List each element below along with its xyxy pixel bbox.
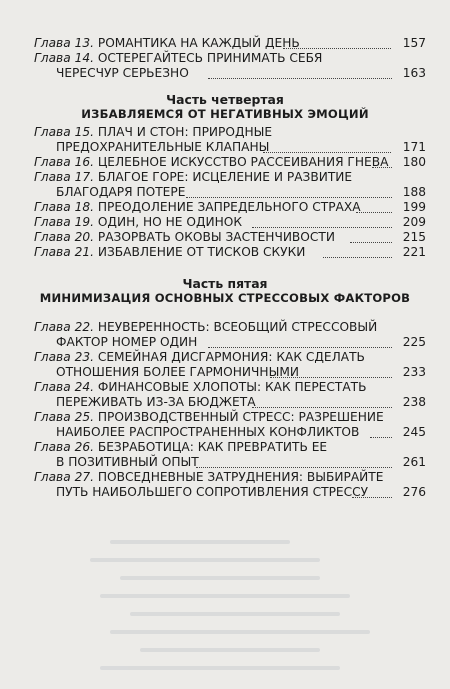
page-number: 238 <box>402 395 426 409</box>
chapter-title-continued: НАИБОЛЕЕ РАСПРОСТРАНЕННЫХ КОНФЛИКТОВ <box>56 425 360 439</box>
dot-leader <box>350 242 392 243</box>
chapter-title: ПРОИЗВОДСТВЕННЫЙ СТРЕСС: РАЗРЕШЕНИЕ <box>97 410 384 424</box>
chapter-number: Глава 15. <box>34 125 94 139</box>
chapter-title-continued: ЧЕРЕСЧУР СЕРЬЕЗНО <box>56 66 189 80</box>
chapter-number: Глава 13. <box>34 36 94 50</box>
chapter-title-continued: В ПОЗИТИВНЫЙ ОПЫТ <box>56 455 199 469</box>
chapter-number: Глава 24. <box>34 380 94 394</box>
toc-entry-13 <box>34 36 300 51</box>
page-number: 157 <box>402 36 426 50</box>
chapter-title: БЕЗРАБОТИЦА: КАК ПРЕВРАТИТЬ ЕЕ <box>97 440 328 454</box>
page-number: 209 <box>402 215 426 229</box>
page-number: 276 <box>402 485 426 499</box>
chapter-title-continued: ФАКТОР НОМЕР ОДИН <box>56 335 198 349</box>
dot-leader <box>372 167 392 168</box>
chapter-number: Глава 18. <box>34 200 94 214</box>
bleed-through-texture <box>0 510 450 689</box>
chapter-number: Глава 22. <box>34 320 94 334</box>
chapter-number: Глава 25. <box>34 410 94 424</box>
dot-leader <box>352 497 392 498</box>
toc-entry-16 <box>34 155 388 170</box>
page-number: 163 <box>402 66 426 80</box>
chapter-number: Глава 27. <box>34 470 94 484</box>
toc-entry-18 <box>34 200 361 215</box>
chapter-title-continued: ПРЕДОХРАНИТЕЛЬНЫЕ КЛАПАНЫ <box>56 140 270 154</box>
page-number: 188 <box>402 185 426 199</box>
part-four-title: Часть четвертая <box>166 92 284 107</box>
dot-leader <box>370 437 392 438</box>
page-number: 233 <box>402 365 426 379</box>
dot-leader <box>270 377 392 378</box>
dot-leader <box>263 152 391 153</box>
dot-leader <box>186 197 392 198</box>
page-number: 261 <box>402 455 426 469</box>
chapter-title: ПОВСЕДНЕВНЫЕ ЗАТРУДНЕНИЯ: ВЫБИРАЙТЕ <box>97 470 384 484</box>
toc-entry-27 <box>34 470 383 485</box>
page-number: 171 <box>402 140 426 154</box>
page-number: 221 <box>402 245 426 259</box>
page-number: 199 <box>402 200 426 214</box>
chapter-title: ПЛАЧ И СТОН: ПРИРОДНЫЕ <box>97 125 273 139</box>
chapter-number: Глава 16. <box>34 155 94 169</box>
toc-entry-17 <box>34 170 352 185</box>
chapter-number: Глава 14. <box>34 51 94 65</box>
chapter-title-continued: ПЕРЕЖИВАТЬ ИЗ-ЗА БЮДЖЕТА <box>56 395 256 409</box>
chapter-title: РАЗОРВАТЬ ОКОВЫ ЗАСТЕНЧИВОСТИ <box>97 230 335 244</box>
page-number: 245 <box>402 425 426 439</box>
page-number: 180 <box>402 155 426 169</box>
chapter-title: ОСТЕРЕГАЙТЕСЬ ПРИНИМАТЬ СЕБЯ <box>97 51 323 65</box>
dot-leader <box>252 227 392 228</box>
chapter-title-continued: БЛАГОДАРЯ ПОТЕРЕ <box>56 185 186 199</box>
dot-leader <box>196 467 392 468</box>
toc-entry-20 <box>34 230 335 245</box>
toc-entry-26 <box>34 440 327 455</box>
toc-entry-14 <box>34 51 322 66</box>
chapter-number: Глава 26. <box>34 440 94 454</box>
dot-leader <box>208 78 392 79</box>
chapter-number: Глава 23. <box>34 350 94 364</box>
dot-leader <box>208 347 392 348</box>
chapter-title: ПРЕОДОЛЕНИЕ ЗАПРЕДЕЛЬНОГО СТРАХА <box>97 200 361 214</box>
page-number: 225 <box>402 335 426 349</box>
part-five-subtitle: МИНИМИЗАЦИЯ ОСНОВНЫХ СТРЕССОВЫХ ФАКТОРОВ <box>39 291 411 305</box>
dot-leader <box>252 407 392 408</box>
toc-entry-23 <box>34 350 365 365</box>
chapter-number: Глава 17. <box>34 170 94 184</box>
page-number: 215 <box>402 230 426 244</box>
toc-entry-24 <box>34 380 366 395</box>
toc-entry-21 <box>34 245 305 260</box>
part-four-subtitle: ИЗБАВЛЯЕМСЯ ОТ НЕГАТИВНЫХ ЭМОЦИЙ <box>81 107 369 121</box>
dot-leader <box>323 257 392 258</box>
chapter-title-continued: ОТНОШЕНИЯ БОЛЕЕ ГАРМОНИЧНЫМИ <box>56 365 299 379</box>
chapter-title-continued: ПУТЬ НАИБОЛЬШЕГО СОПРОТИВЛЕНИЯ СТРЕССУ <box>56 485 369 499</box>
dot-leader <box>283 48 391 49</box>
toc-entry-22 <box>34 320 377 335</box>
dot-leader <box>356 212 392 213</box>
chapter-number: Глава 20. <box>34 230 94 244</box>
chapter-title: БЛАГОЕ ГОРЕ: ИСЦЕЛЕНИЕ И РАЗВИТИЕ <box>97 170 353 184</box>
toc-entry-25 <box>34 410 384 425</box>
chapter-title: ФИНАНСОВЫЕ ХЛОПОТЫ: КАК ПЕРЕСТАТЬ <box>97 380 367 394</box>
toc-entry-19 <box>34 215 242 230</box>
toc-entry-15 <box>34 125 272 140</box>
chapter-number: Глава 19. <box>34 215 94 229</box>
chapter-number: Глава 21. <box>34 245 94 259</box>
chapter-title: СЕМЕЙНАЯ ДИСГАРМОНИЯ: КАК СДЕЛАТЬ <box>97 350 365 364</box>
part-five-title: Часть пятая <box>182 276 268 291</box>
chapter-title: НЕУВЕРЕННОСТЬ: ВСЕОБЩИЙ СТРЕССОВЫЙ <box>97 320 378 334</box>
chapter-title: ОДИН, НО НЕ ОДИНОК <box>97 215 242 229</box>
chapter-title: ЦЕЛЕБНОЕ ИСКУССТВО РАССЕИВАНИЯ ГНЕВА <box>97 155 389 169</box>
chapter-title: РОМАНТИКА НА КАЖДЫЙ ДЕНЬ <box>97 36 300 50</box>
chapter-title: ИЗБАВЛЕНИЕ ОТ ТИСКОВ СКУКИ <box>97 245 306 259</box>
